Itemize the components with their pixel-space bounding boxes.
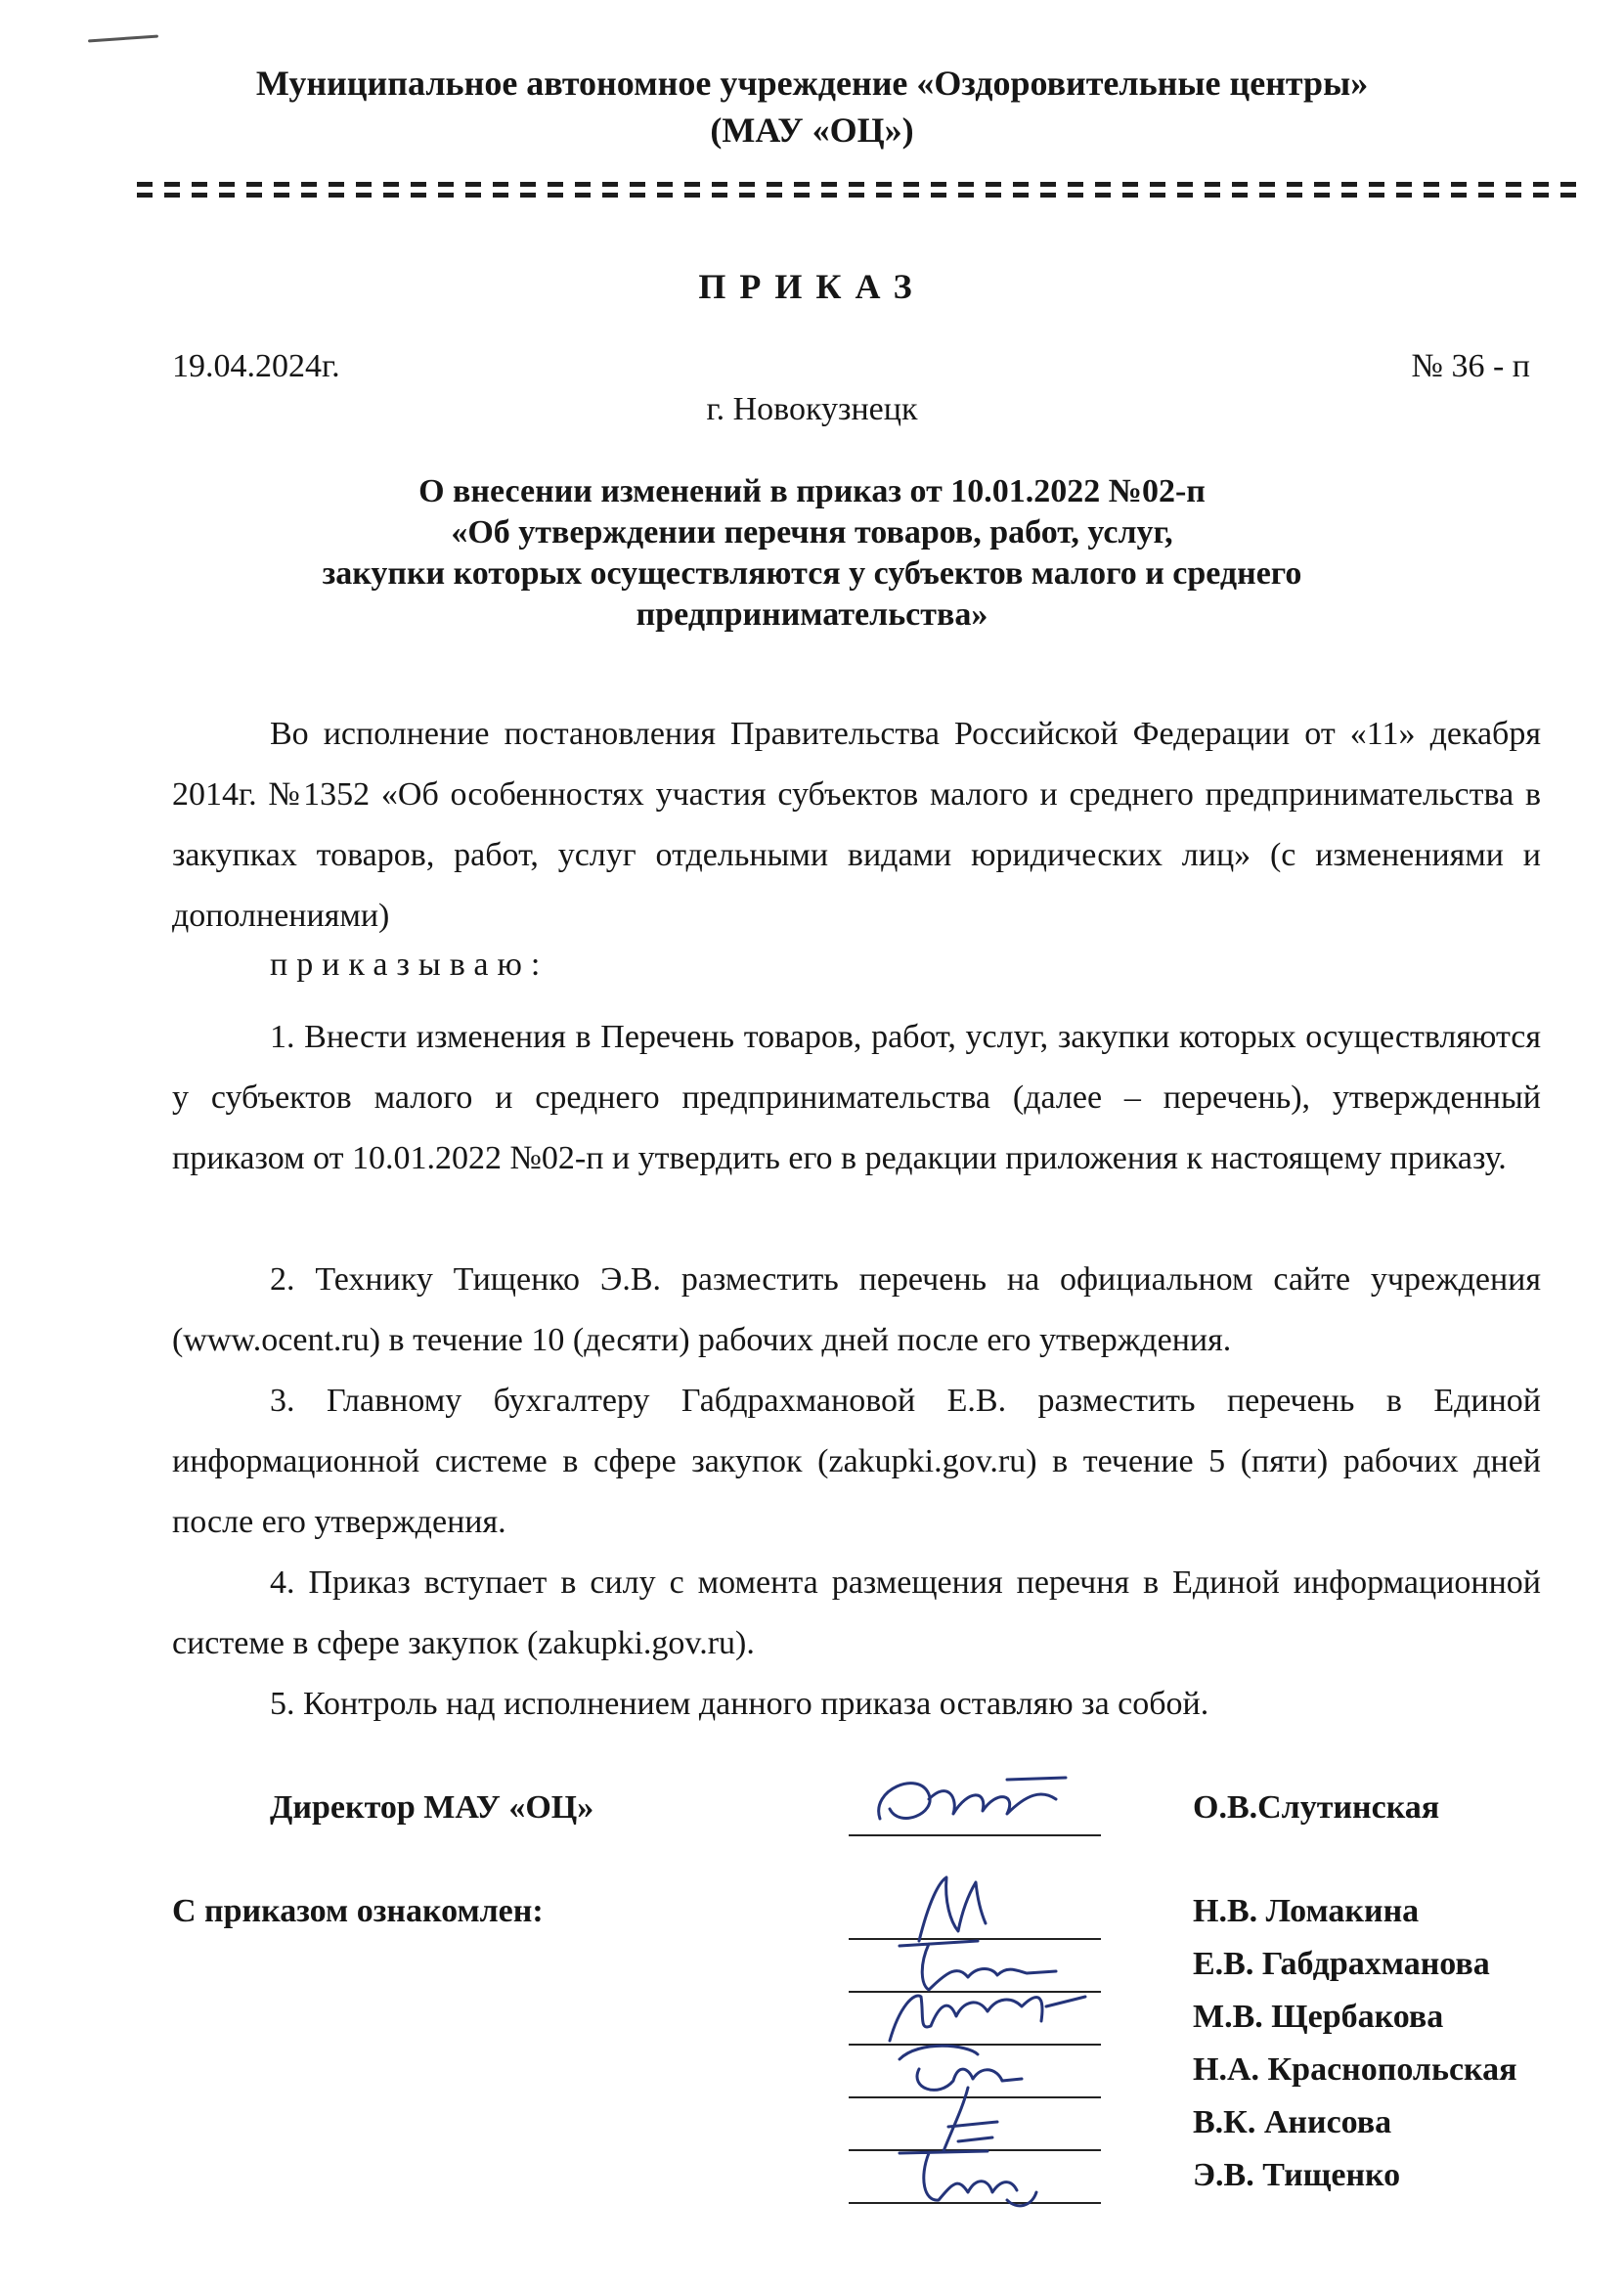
subject-line: закупки которых осуществляются у субъектов малого и среднего: [322, 555, 1302, 592]
document-number: № 36 - п: [1411, 348, 1530, 384]
subject-line: «Об утверждении перечня товаров, работ, услуг,: [451, 514, 1173, 551]
document-city: г. Новокузнецк: [706, 391, 918, 427]
org-abbreviation: (МАУ «ОЦ»): [710, 110, 914, 150]
ack-name: Е.В. Габдрахманова: [1193, 1946, 1490, 1982]
header-divider: [137, 182, 1584, 198]
subject-line: О внесении изменений в приказ от 10.01.2022 №02-п: [418, 473, 1206, 509]
document-date: 19.04.2024г.: [172, 348, 340, 384]
subject-line: предпринимательства»: [636, 596, 988, 633]
ack-name: В.К. Анисова: [1193, 2104, 1392, 2140]
order-item: 4. Приказ вступает в силу с момента размещения перечня в Единой информационной системе в сфере закупок (zakupki.gov.ru).: [172, 1564, 1541, 1661]
ack-name: Н.А. Краснопольская: [1193, 2051, 1517, 2088]
acknowledgement-label: С приказом ознакомлен:: [172, 1893, 544, 1929]
ack-name: Э.В. Тищенко: [1193, 2157, 1401, 2193]
org-name: Муниципальное автономное учреждение «Оздоровительные центры»: [255, 64, 1369, 103]
order-item: 3. Главному бухгалтеру Габдрахмановой Е.В. разместить перечень в Единой информационной системе в сфере закупок (zakupki.gov.ru) в течение 5 (пяти) рабочих дней после его утверждения.: [172, 1383, 1541, 1540]
director-label: Директор МАУ «ОЦ»: [270, 1789, 594, 1826]
director-name: О.В.Слутинская: [1193, 1789, 1440, 1826]
document-title: ПРИКАЗ: [698, 267, 926, 306]
signature-director: [860, 1760, 1105, 1848]
order-item: 2. Технику Тищенко Э.В. разместить перечень на официальном сайте учреждения (www.ocent.ru) в течение 10 (десяти) рабочих дней после его утверждения.: [172, 1261, 1541, 1358]
scan-mark: [88, 34, 158, 42]
signature-tishchenko: [860, 2124, 1105, 2212]
ack-name: М.В. Щербакова: [1193, 1999, 1444, 2035]
order-item: 5. Контроль над исполнением данного приказа оставляю за собой.: [270, 1686, 1209, 1722]
preamble-paragraph: Во исполнение постановления Правительства Российской Федерации от «11» декабря 2014г. №1352 «Об особенностях участия субъектов малого и среднего предпринимательства в закупках товаров, работ, услуг отдельными видами юридических лиц» (с изменениями и дополнениями): [172, 716, 1541, 934]
ack-name: Н.В. Ломакина: [1193, 1893, 1420, 1929]
order-word: приказываю:: [270, 947, 549, 983]
order-item: 1. Внести изменения в Перечень товаров, работ, услуг, закупки которых осуществляются у субъектов малого и среднего предпринимательства (далее – перечень), утвержденный приказом от 10.01.2022 №02-п и утвердить его в редакции приложения к настоящему приказу.: [172, 1019, 1541, 1176]
